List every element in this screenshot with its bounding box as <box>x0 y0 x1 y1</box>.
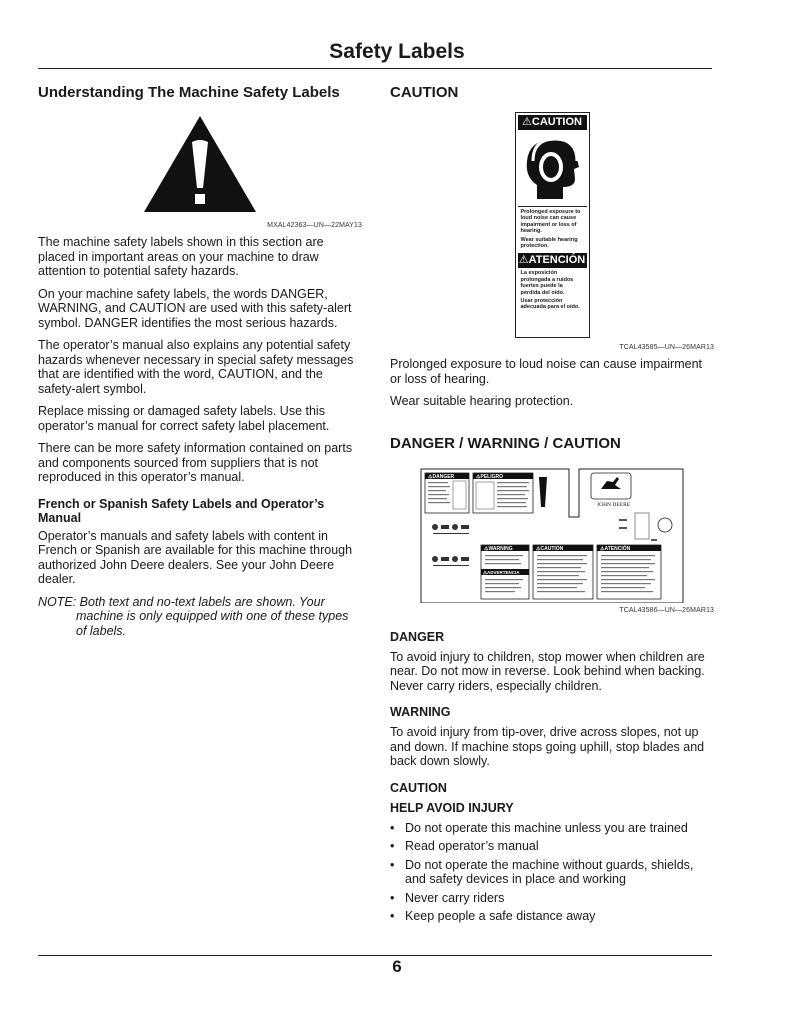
section-heading-caution: CAUTION <box>390 84 459 101</box>
section-heading-understanding: Understanding The Machine Safety Labels <box>38 84 340 101</box>
list-item: • Never carry riders <box>390 891 714 906</box>
label-atencion-text: ⚠ATENCIÓN <box>600 545 631 552</box>
caution-heading: CAUTION <box>390 780 447 795</box>
label-caution-text: ⚠CAUTION <box>536 545 564 552</box>
list-item: • Do not operate this machine unless you are trained <box>390 821 714 836</box>
danger-heading: DANGER <box>390 629 445 644</box>
footer-rule <box>38 955 712 956</box>
hearing-safety-label <box>515 112 590 338</box>
figure-id-caution: TCAL43585—UN—26MAR13 <box>619 344 714 351</box>
warning-text: To avoid injury from tip-over, drive across slopes, not up and down. If machine stops going uphill, stop blades and back down slowly. <box>390 725 705 768</box>
paragraph: The operator’s manual also explains any potential safety hazards whenever necessary in special safety messages that are identified with the word, CAUTION, and the safety-alert symbol. <box>38 338 354 396</box>
paragraph: The machine safety labels shown in this section are placed in important areas on your machine to draw attention to potential safety hazards. <box>38 235 324 278</box>
paragraph: Replace missing or damaged safety labels. Use this operator’s manual for correct safety label placement. <box>38 404 330 433</box>
label-atencion-title: ⚠ATENCIÓN <box>518 254 586 267</box>
header-rule <box>38 68 712 69</box>
paragraph: There can be more safety information contained on parts and components sourced from suppliers that is not reproduced in this operator’s manual. <box>38 441 353 484</box>
paragraph: Prolonged exposure to loud noise can cause impairment or loss of hearing. <box>390 357 702 386</box>
paragraph: On your machine safety labels, the words DANGER, WARNING, and CAUTION are used with this safety-alert symbol. DANGER identifies the most serious hazards. <box>38 286 352 330</box>
label-advertencia-text: ⚠ADVERTENCIA <box>483 569 520 575</box>
safety-alert-triangle-icon <box>140 112 260 216</box>
list-item: • Keep people a safe distance away <box>390 909 714 924</box>
figure-id-label-sheet: TCAL43586—UN—26MAR13 <box>619 606 714 614</box>
danger-text: To avoid injury to children, stop mower when children are near. Do not mow in reverse. Look behind when backing. Never carry riders, especially children. <box>390 649 705 693</box>
label-caution-text: Wear suitable hearing protection. <box>520 236 578 250</box>
machine-label-sheet <box>419 467 685 603</box>
figure-id-alert: MXAL42363—UN—22MAY13 <box>267 222 362 229</box>
brand-text: JOHN DEERE <box>597 501 631 508</box>
safety-alert-figure <box>38 112 362 222</box>
list-item: • Read operator’s manual <box>390 839 714 854</box>
page-title: Safety Labels <box>329 40 465 63</box>
label-spanish-text: La exposición prolongada a ruidos fuertes puede la pérdida del oído. <box>520 270 574 296</box>
help-avoid-injury-heading: HELP AVOID INJURY <box>390 800 514 815</box>
note-text: NOTE: Both text and no-text labels are shown. Your machine is only equipped with one of these types of labels. <box>38 594 349 638</box>
label-warning-text: ⚠WARNING <box>484 545 513 552</box>
warning-heading: WARNING <box>390 705 451 719</box>
hearing-protection-head-icon <box>519 133 585 203</box>
paragraph: Wear suitable hearing protection. <box>390 394 574 408</box>
page-number: 6 <box>392 957 402 976</box>
label-peligro-text: ⚠PELIGRO <box>476 473 503 480</box>
label-caution-text: Prolonged exposure to loud noise can cause impairment or loss of hearing. <box>520 209 581 235</box>
right-column <box>390 84 714 928</box>
subheading-french-spanish: French or Spanish Safety Labels and Operator’s Manual <box>38 496 325 525</box>
safety-bullet-list <box>390 821 714 924</box>
label-danger-text: ⚠DANGER <box>428 473 455 480</box>
hearing-label-figure <box>390 112 714 344</box>
paragraph: Operator’s manuals and safety labels with content in French or Spanish are available for this machine through authorized John Deere dealers. See your John Deere dealer. <box>38 528 353 586</box>
left-column <box>38 84 362 638</box>
section-heading-danger-warning-caution: DANGER / WARNING / CAUTION <box>390 434 621 452</box>
label-spanish-text: Usar protección adecuada para el oído. <box>520 298 580 311</box>
list-item: • Do not operate the machine without guards, shields, and safety devices in place and working <box>390 858 714 887</box>
label-caution-title: ⚠CAUTION <box>518 115 587 130</box>
hearing-pictogram <box>518 130 587 207</box>
machine-label-sheet-figure <box>390 467 714 603</box>
